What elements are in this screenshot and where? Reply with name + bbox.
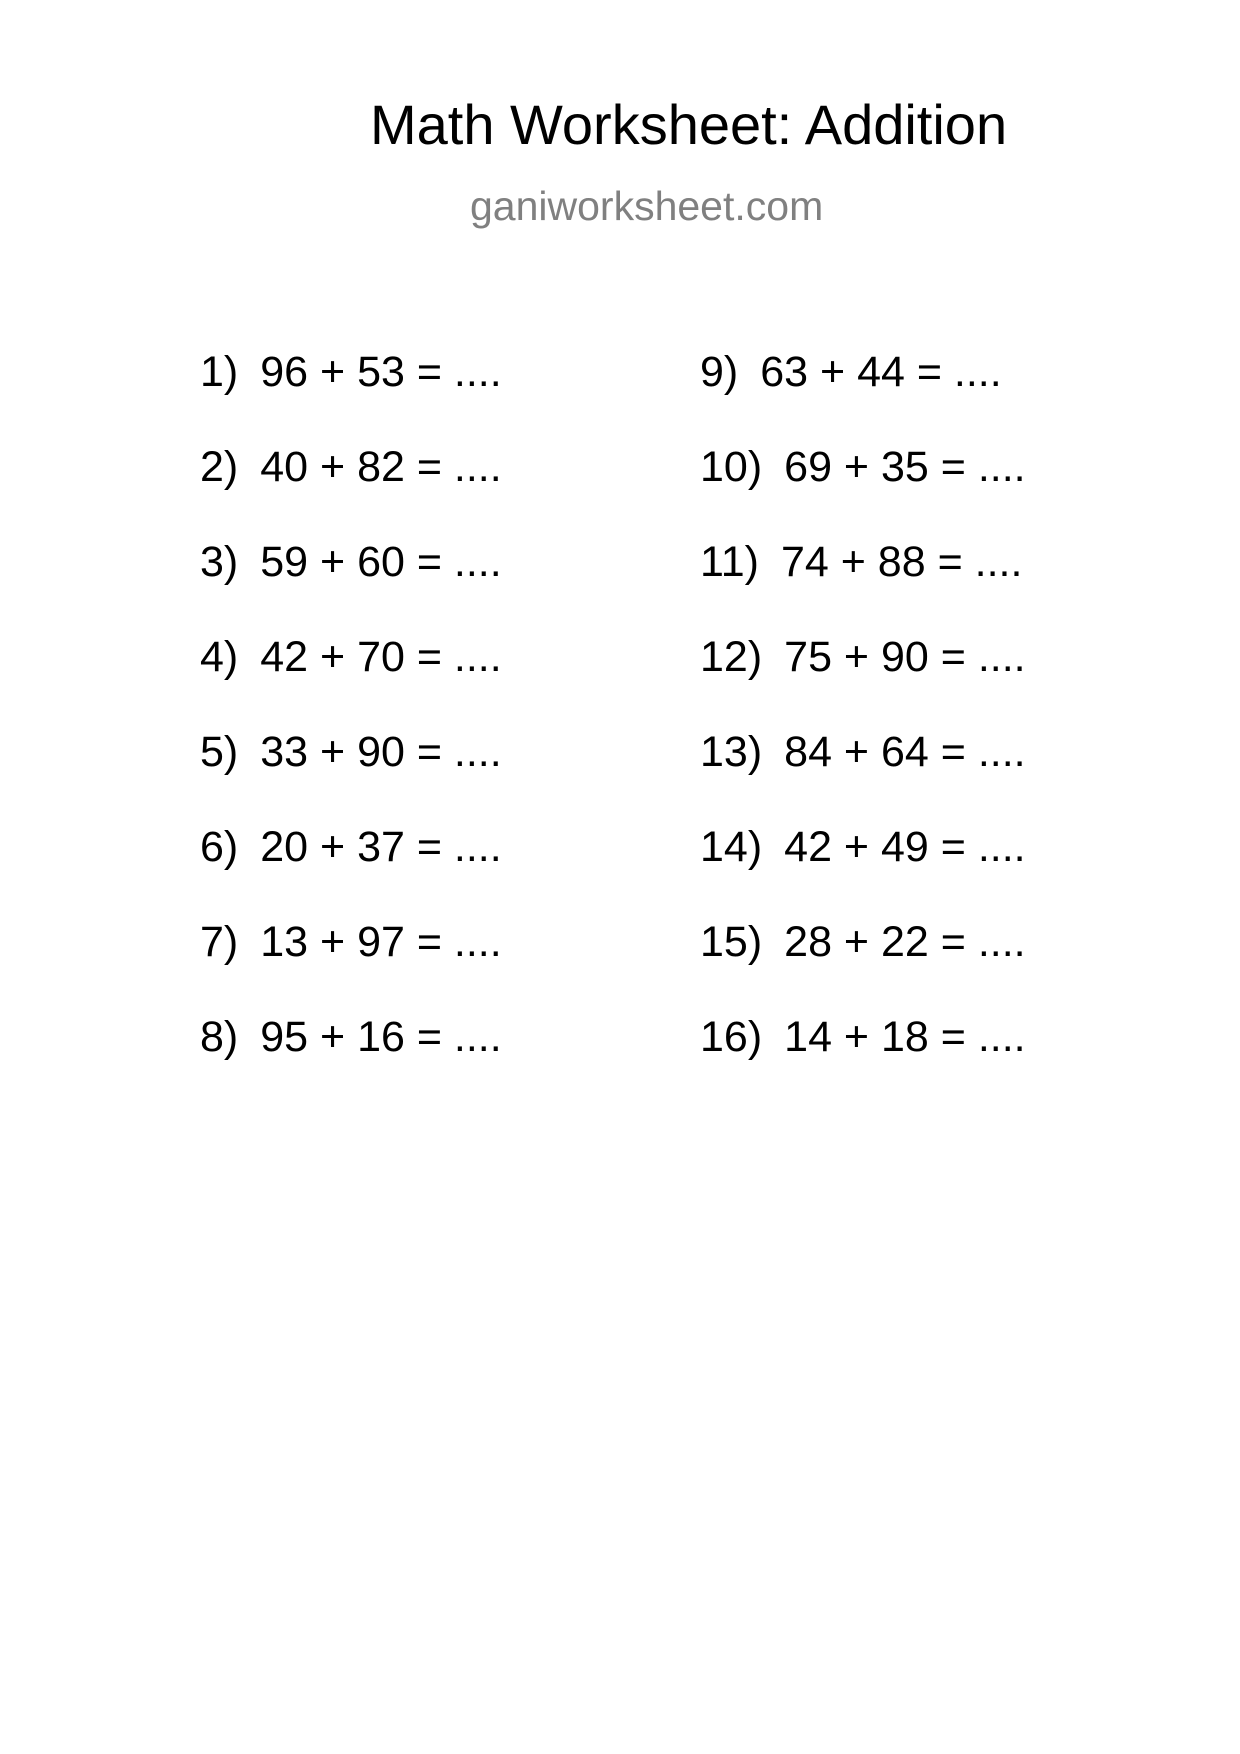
problem-expression: 20 + 37 = .... bbox=[260, 823, 502, 871]
problem-expression: 14 + 18 = .... bbox=[784, 1013, 1026, 1061]
problems-column-left bbox=[200, 348, 502, 1111]
problem-item bbox=[200, 728, 502, 826]
problem-number: 7) bbox=[200, 918, 239, 966]
problem-number: 4) bbox=[200, 633, 239, 681]
problem-item bbox=[200, 443, 502, 541]
problem-number: 9) bbox=[700, 348, 739, 396]
problem-item bbox=[200, 538, 502, 636]
problem-expression: 42 + 49 = .... bbox=[784, 823, 1026, 871]
problem-item bbox=[700, 538, 1026, 636]
problem-number: 16) bbox=[700, 1013, 763, 1061]
problem-item bbox=[200, 823, 502, 921]
problem-item bbox=[700, 1013, 1026, 1111]
problem-expression: 95 + 16 = .... bbox=[260, 1013, 502, 1061]
problems-column-right bbox=[700, 348, 1026, 1111]
problem-expression: 59 + 60 = .... bbox=[260, 538, 502, 586]
problem-expression: 69 + 35 = .... bbox=[784, 443, 1026, 491]
problem-expression: 42 + 70 = .... bbox=[260, 633, 502, 681]
problem-item bbox=[200, 1013, 502, 1111]
problem-item bbox=[700, 823, 1026, 921]
problem-expression: 84 + 64 = .... bbox=[784, 728, 1026, 776]
problem-item bbox=[200, 348, 502, 446]
source-website: ganiworksheet.com bbox=[470, 183, 824, 229]
problem-item bbox=[700, 918, 1026, 1016]
page-title: Math Worksheet: Addition bbox=[370, 93, 1008, 156]
problem-expression: 74 + 88 = .... bbox=[780, 538, 1023, 586]
problem-number: 14) bbox=[700, 823, 763, 871]
problem-item bbox=[700, 728, 1026, 826]
problem-item bbox=[200, 918, 502, 1016]
problem-item bbox=[700, 443, 1026, 541]
problem-number: 6) bbox=[200, 823, 239, 871]
problem-item bbox=[200, 633, 502, 731]
problem-expression: 33 + 90 = .... bbox=[260, 728, 502, 776]
problem-number: 1) bbox=[200, 348, 239, 396]
problem-number: 13) bbox=[700, 728, 763, 776]
problem-number: 12) bbox=[700, 633, 763, 681]
problem-item bbox=[700, 633, 1026, 731]
problem-number: 3) bbox=[200, 538, 239, 586]
problem-number: 10) bbox=[700, 443, 763, 491]
problem-expression: 13 + 97 = .... bbox=[260, 918, 502, 966]
problem-expression: 96 + 53 = .... bbox=[260, 348, 502, 396]
problem-number: 8) bbox=[200, 1013, 239, 1061]
problem-number: 11) bbox=[700, 538, 759, 586]
problem-item bbox=[700, 348, 1026, 446]
problem-number: 5) bbox=[200, 728, 239, 776]
problem-number: 15) bbox=[700, 918, 763, 966]
problem-expression: 63 + 44 = .... bbox=[760, 348, 1002, 396]
problem-expression: 28 + 22 = .... bbox=[784, 918, 1026, 966]
problem-expression: 40 + 82 = .... bbox=[260, 443, 502, 491]
problem-number: 2) bbox=[200, 443, 239, 491]
problem-expression: 75 + 90 = .... bbox=[784, 633, 1026, 681]
